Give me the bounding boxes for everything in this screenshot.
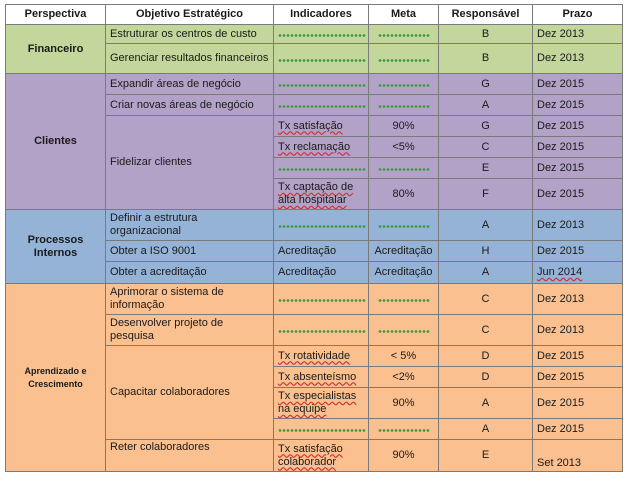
deadline-cell: Dez 2015: [533, 95, 623, 116]
responsible-cell: F: [439, 179, 533, 210]
deadline-cell: Dez 2015: [533, 346, 623, 367]
placeholder-squiggle: [378, 429, 430, 432]
deadline-cell: Dez 2013: [533, 284, 623, 315]
placeholder-squiggle: [278, 429, 366, 432]
goal-cell: [369, 44, 439, 74]
deadline-cell: Set 2013: [533, 440, 623, 472]
responsible-cell: A: [439, 210, 533, 241]
placeholder-squiggle: [278, 34, 366, 37]
header-responsavel: Responsável: [439, 5, 533, 25]
responsible-cell: A: [439, 95, 533, 116]
deadline-cell: Dez 2015: [533, 74, 623, 95]
goal-cell: [369, 284, 439, 315]
objective-cell: Criar novas áreas de negócio: [106, 95, 274, 116]
header-prazo: Prazo: [533, 5, 623, 25]
header-indicadores: Indicadores: [274, 5, 369, 25]
placeholder-squiggle: [378, 59, 430, 62]
indicator-text: Tx absenteísmo: [278, 370, 357, 383]
bsc-table: [5, 4, 623, 472]
indicator-text: Tx captação de alta hospitalar: [278, 181, 354, 206]
placeholder-squiggle: [378, 105, 430, 108]
indicator-cell: [274, 179, 369, 210]
deadline-cell: Dez 2013: [533, 315, 623, 346]
responsible-cell: A: [439, 388, 533, 419]
table-row: [6, 74, 623, 95]
header-perspectiva: Perspectiva: [6, 5, 106, 25]
objective-cell: Expandir áreas de negócio: [106, 74, 274, 95]
placeholder-squiggle: [378, 225, 430, 228]
responsible-cell: B: [439, 44, 533, 74]
perspective-processos: Processos Internos: [6, 210, 106, 284]
placeholder-squiggle: [278, 105, 366, 108]
indicator-cell: [274, 367, 369, 388]
objective-cell: Capacitar colaboradores: [106, 346, 274, 440]
goal-cell: [369, 419, 439, 440]
responsible-cell: C: [439, 137, 533, 158]
responsible-cell: B: [439, 25, 533, 44]
responsible-cell: H: [439, 241, 533, 262]
goal-cell: [369, 158, 439, 179]
goal-cell: [369, 315, 439, 346]
indicator-text: Tx satisfação: [278, 119, 343, 132]
objective-cell: Fidelizar clientes: [106, 116, 274, 210]
goal-cell: [369, 25, 439, 44]
deadline-cell: Dez 2015: [533, 241, 623, 262]
indicator-cell: [274, 116, 369, 137]
perspective-aprendizado: Aprendizado e Crescimento: [6, 284, 106, 472]
placeholder-squiggle: [378, 34, 430, 37]
indicator-cell: Acreditação: [274, 262, 369, 284]
goal-cell: 90%: [369, 116, 439, 137]
placeholder-squiggle: [278, 168, 366, 171]
deadline-cell: Dez 2013: [533, 44, 623, 74]
placeholder-squiggle: [378, 299, 430, 302]
objective-cell: Definir a estrutura organizacional: [106, 210, 274, 241]
placeholder-squiggle: [378, 330, 430, 333]
header-objetivo: Objetivo Estratégico: [106, 5, 274, 25]
indicator-cell: [274, 137, 369, 158]
objective-cell: Obter a ISO 9001: [106, 241, 274, 262]
objective-cell: Aprimorar o sistema de informação: [106, 284, 274, 315]
responsible-cell: E: [439, 440, 533, 472]
perspective-financeiro: Financeiro: [6, 25, 106, 74]
indicator-cell: [274, 95, 369, 116]
deadline-text: Jun 2014: [537, 266, 583, 278]
responsible-cell: A: [439, 262, 533, 284]
goal-cell: [369, 74, 439, 95]
goal-cell: 90%: [369, 388, 439, 419]
table-row: [6, 210, 623, 241]
placeholder-squiggle: [278, 59, 366, 62]
placeholder-squiggle: [378, 168, 430, 171]
indicator-cell: [274, 346, 369, 367]
goal-cell: 90%: [369, 440, 439, 472]
header-row: [6, 5, 623, 25]
goal-cell: Acreditação: [369, 262, 439, 284]
indicator-text: Tx reclamação: [278, 140, 351, 153]
perspective-clientes: Clientes: [6, 74, 106, 210]
goal-cell: <2%: [369, 367, 439, 388]
objective-cell: Estruturar os centros de custo: [106, 25, 274, 44]
indicator-cell: [274, 284, 369, 315]
deadline-cell: Dez 2015: [533, 367, 623, 388]
placeholder-squiggle: [278, 330, 366, 333]
indicator-cell: [274, 44, 369, 74]
deadline-cell: Dez 2015: [533, 137, 623, 158]
indicator-cell: [274, 74, 369, 95]
indicator-cell: [274, 315, 369, 346]
indicator-cell: Acreditação: [274, 241, 369, 262]
table-row: [6, 25, 623, 44]
responsible-cell: C: [439, 315, 533, 346]
goal-cell: < 5%: [369, 346, 439, 367]
indicator-cell: [274, 419, 369, 440]
responsible-cell: D: [439, 346, 533, 367]
indicator-cell: [274, 440, 369, 472]
placeholder-squiggle: [278, 84, 366, 87]
responsible-cell: A: [439, 419, 533, 440]
placeholder-squiggle: [278, 225, 366, 228]
deadline-cell: [533, 262, 623, 284]
table-row: [6, 284, 623, 315]
deadline-cell: Dez 2015: [533, 179, 623, 210]
indicator-text: Tx especialistas na equipe: [278, 390, 357, 415]
deadline-cell: Dez 2013: [533, 25, 623, 44]
goal-cell: [369, 95, 439, 116]
responsible-cell: G: [439, 116, 533, 137]
indicator-cell: [274, 388, 369, 419]
goal-cell: Acreditação: [369, 241, 439, 262]
deadline-cell: Dez 2015: [533, 388, 623, 419]
header-meta: Meta: [369, 5, 439, 25]
deadline-cell: Dez 2015: [533, 419, 623, 440]
deadline-cell: Dez 2013: [533, 210, 623, 241]
responsible-cell: E: [439, 158, 533, 179]
goal-cell: [369, 210, 439, 241]
objective-cell: Gerenciar resultados financeiros: [106, 44, 274, 74]
placeholder-squiggle: [278, 299, 366, 302]
indicator-cell: [274, 210, 369, 241]
indicator-text: Tx rotatividade: [278, 349, 351, 362]
deadline-cell: Dez 2015: [533, 116, 623, 137]
objective-cell: Reter colaboradores: [106, 440, 274, 472]
goal-cell: 80%: [369, 179, 439, 210]
responsible-cell: G: [439, 74, 533, 95]
indicator-cell: [274, 25, 369, 44]
responsible-cell: D: [439, 367, 533, 388]
deadline-cell: Dez 2015: [533, 158, 623, 179]
objective-cell: Obter a acreditação: [106, 262, 274, 284]
indicator-cell: [274, 158, 369, 179]
responsible-cell: C: [439, 284, 533, 315]
goal-cell: <5%: [369, 137, 439, 158]
indicator-text: Tx satisfação colaborador: [278, 442, 343, 468]
objective-cell: Desenvolver projeto de pesquisa: [106, 315, 274, 346]
placeholder-squiggle: [378, 84, 430, 87]
